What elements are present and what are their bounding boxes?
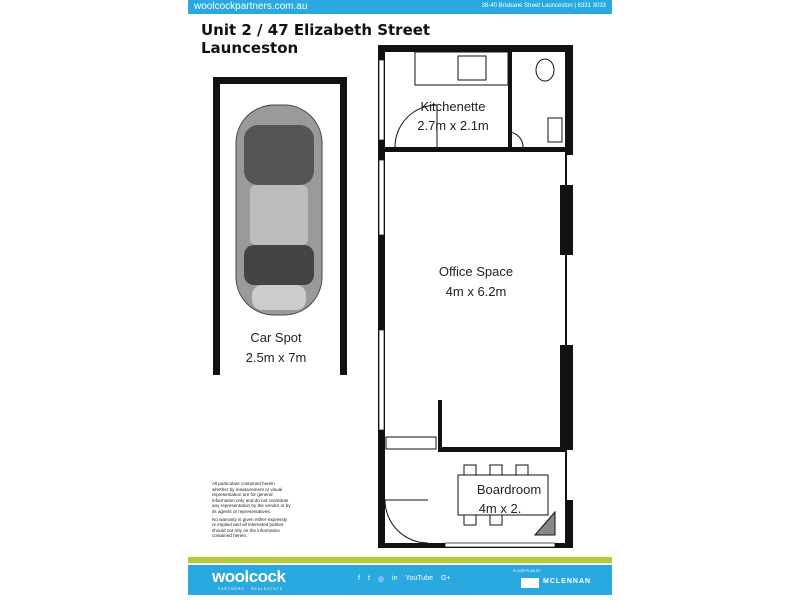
social-links — [358, 575, 451, 583]
office-size: 4m x 6.2m — [445, 284, 507, 299]
car-spot-label: Car Spot — [250, 330, 302, 345]
facebook-icon[interactable]: f — [358, 575, 360, 582]
linkedin-icon[interactable]: in — [392, 575, 398, 582]
floorplan-by: FLOOR PLAN BY — [513, 569, 541, 573]
logo-subtitle: PARTNERS · REALESTATE — [218, 587, 284, 591]
mclennan-logo-icon — [521, 578, 539, 588]
car-icon — [236, 105, 322, 315]
title-line2: Launceston — [201, 39, 299, 57]
disclaimer-p2: No warranty is given either expressly or implied and all interested parties should not rely on the information contained herein. — [212, 516, 288, 539]
website-link[interactable]: woolcockpartners.com.au — [194, 1, 308, 12]
office-label: Office Space — [438, 264, 514, 279]
kitchenette-size: 2.7m x 2.1m — [417, 118, 489, 133]
woolcock-logo: woolcock — [212, 567, 286, 586]
kitchenette-label: Kitchenette — [420, 99, 486, 114]
mclennan-logo: MCLENNAN — [543, 578, 592, 585]
youtube-icon[interactable]: YouTube — [405, 575, 433, 582]
instagram-icon[interactable]: ◎ — [377, 576, 385, 583]
title-line1: Unit 2 / 47 Elizabeth Street — [201, 21, 431, 39]
car-spot-size: 2.5m x 7m — [245, 350, 307, 365]
contact-info: 38-40 Brisbane Street Launceston | 6331 3033 — [481, 3, 606, 9]
twitter-icon[interactable]: t — [367, 575, 370, 582]
google-plus-icon[interactable]: G+ — [440, 575, 451, 582]
disclaimer — [212, 481, 292, 541]
footer — [188, 565, 612, 595]
boardroom-size: 4m x 2. — [478, 501, 522, 516]
accent-bar — [188, 557, 612, 563]
disclaimer-p1: All particulars contained herein whether by measurement or visual representation are for general information only and do not constitute any representation by the vendor or by its agents or representatives. — [212, 481, 291, 514]
boardroom-label: Boardroom — [476, 482, 542, 497]
